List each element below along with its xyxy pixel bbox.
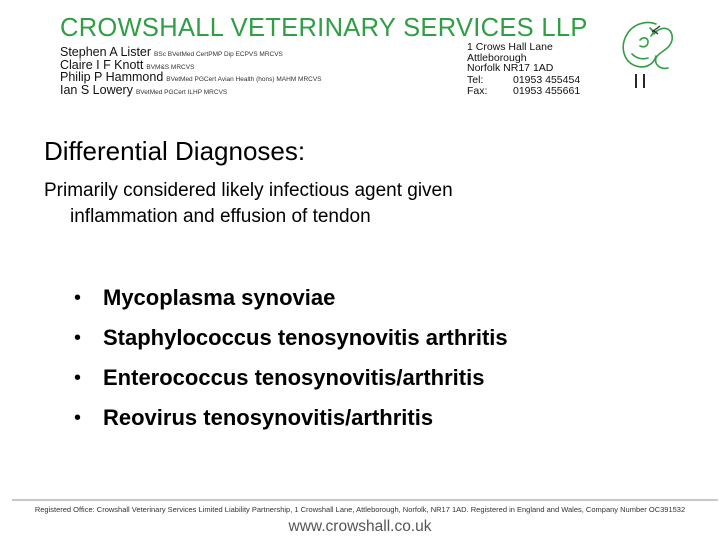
partner-name: Philip P Hammond xyxy=(60,70,164,84)
address-line: Attleborough xyxy=(467,51,527,64)
partner-row xyxy=(60,68,322,84)
diagnosis-text: Reovirus tenosynovitis/arthritis xyxy=(103,405,434,430)
list-item xyxy=(74,398,508,438)
registered-office-text: Registered Office: Crowshall Veterinary Services Limited Liability Partnership, 1 Crowshall Lane, Attleborough, Norfolk, NR17 1AD. Registered in England and Wales, Company Number OC391532 xyxy=(34,505,686,514)
intro-line: Primarily considered likely infectious agent given xyxy=(44,180,453,201)
address-line: 1 Crows Hall Lane xyxy=(467,41,553,53)
fax-row xyxy=(467,86,580,97)
bullet-dot: • xyxy=(74,406,82,429)
address-line: Norfolk NR17 1AD xyxy=(467,62,554,75)
bullet-dot: • xyxy=(74,286,82,309)
list-item xyxy=(74,358,508,398)
partner-name: Stephen A Lister xyxy=(60,45,152,59)
partner-qualifications: BVetMed PGCert Avian Health (hons) MAHM MRCVS xyxy=(166,76,322,83)
fax-label: Fax: xyxy=(467,84,488,97)
partner-name: Claire I F Knott xyxy=(60,57,144,72)
partner-qualifications: BSc BVetMed CertPMP Dip ECPVS MRCVS xyxy=(154,51,283,58)
partner-name: Ian S Lowery xyxy=(60,82,133,97)
bullet-dot: • xyxy=(74,366,82,389)
website-url[interactable]: www.crowshall.co.uk xyxy=(288,518,432,535)
partner-qualifications: BVM&S MRCVS xyxy=(146,63,195,71)
crow-logo-icon xyxy=(610,14,680,94)
letterhead xyxy=(0,0,720,100)
footer-divider xyxy=(12,499,718,501)
bullet-dot: • xyxy=(74,326,82,349)
diagnosis-list xyxy=(74,278,508,438)
list-item xyxy=(74,318,508,358)
intro-paragraph xyxy=(44,178,604,230)
partner-row xyxy=(60,56,322,72)
telephone-label: Tel: xyxy=(467,74,484,86)
partner-qualifications: BVetMed PGCert ILHP MRCVS xyxy=(135,88,228,96)
postal-address xyxy=(467,42,553,74)
contact-numbers xyxy=(467,75,580,96)
partners-list xyxy=(60,43,322,97)
diagnosis-text: Staphylococcus tenosynovitis arthritis xyxy=(103,325,508,350)
company-name: CROWSHALL VETERINARY SERVICES LLP xyxy=(60,14,588,42)
slide-heading: Differential Diagnoses: xyxy=(44,136,306,166)
list-item xyxy=(74,278,508,318)
telephone-number: 01953 455454 xyxy=(513,74,581,86)
intro-line: inflammation and effusion of tendon xyxy=(70,206,371,227)
partner-row xyxy=(60,81,322,97)
diagnosis-text: Enterococcus tenosynovitis/arthritis xyxy=(103,365,485,390)
diagnosis-text: Mycoplasma synoviae xyxy=(103,285,336,310)
partner-row xyxy=(60,43,322,59)
fax-number: 01953 455661 xyxy=(513,84,581,97)
